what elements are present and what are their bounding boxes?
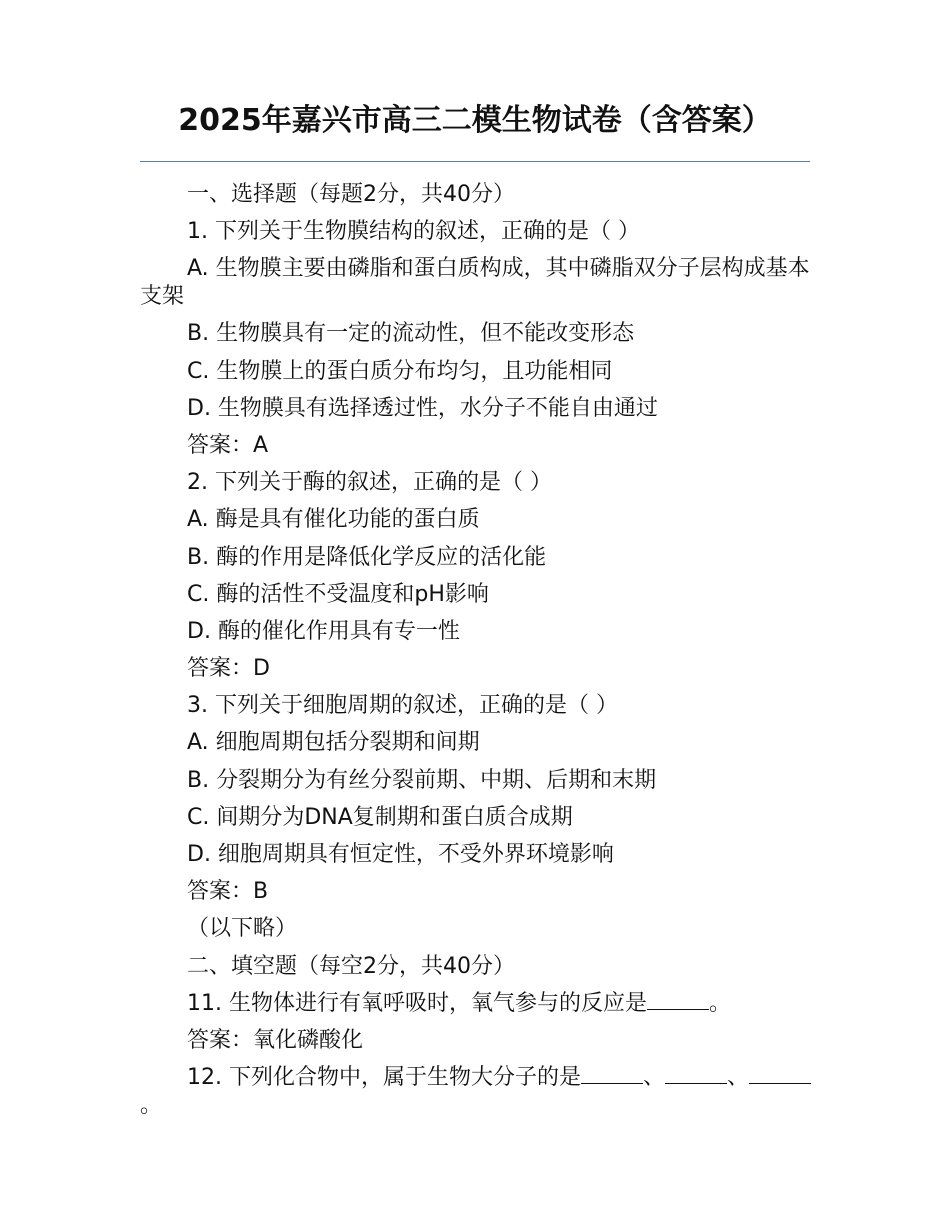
q3-option-a: A. 细胞周期包括分裂期和间期	[187, 730, 480, 756]
answer-blank	[665, 1065, 727, 1084]
q11-text: 11. 生物体进行有氧呼吸时，氧气参与的反应是	[187, 990, 647, 1016]
q3-answer: 答案：B	[187, 879, 269, 905]
page-title: 2025年嘉兴市高三二模生物试卷（含答案）	[178, 103, 772, 138]
question-2: 2. 下列关于酶的叙述，正确的是（ ）	[187, 470, 552, 496]
question-11	[140, 985, 820, 1022]
q1-option-d: D. 生物膜具有选择透过性，水分子不能自由通过	[187, 395, 658, 421]
q3-option-b: B. 分裂期分为有丝分裂前期、中期、后期和末期	[187, 767, 657, 793]
q2-option-c: C. 酶的活性不受温度和pH影响	[187, 581, 489, 607]
question-1: 1. 下列关于生物膜结构的叙述，正确的是（ ）	[187, 219, 640, 245]
question-3: 3. 下列关于细胞周期的叙述，正确的是（ ）	[187, 693, 618, 719]
q2-answer: 答案：D	[187, 656, 270, 682]
answer-blank	[581, 1065, 643, 1084]
q2-option-d: D. 酶的催化作用具有专一性	[187, 618, 460, 644]
q1-option-b: B. 生物膜具有一定的流动性，但不能改变形态	[187, 321, 635, 347]
q12-text: 12. 下列化合物中，属于生物大分子的是	[187, 1065, 581, 1091]
title-divider	[140, 161, 810, 162]
section-heading: 一、选择题（每题2分，共40分）	[187, 182, 515, 207]
q3-option-d: D. 细胞周期具有恒定性，不受外界环境影响	[187, 842, 614, 867]
q12-sep-2: 、	[727, 1065, 750, 1091]
q1-option-c: C. 生物膜上的蛋白质分布均匀，且功能相同	[187, 358, 613, 384]
q11-end: 。	[708, 990, 731, 1016]
q1-option-a: A. 生物膜主要由磷脂和蛋白质构成，其中磷脂双分子层构成基本支架	[140, 256, 810, 310]
question-12	[140, 1059, 820, 1124]
document-body	[140, 176, 820, 1124]
q1-answer: 答案：A	[187, 432, 269, 458]
q2-option-b: B. 酶的作用是降低化学反应的活化能	[187, 544, 547, 570]
q2-option-a: A. 酶是具有催化功能的蛋白质	[187, 507, 480, 533]
q3-option-c: C. 间期分为DNA复制期和蛋白质合成期	[187, 804, 573, 830]
q11-answer: 答案：氧化磷酸化	[187, 1027, 364, 1053]
omitted-note: （以下略）	[187, 916, 298, 942]
q12-sep-1: 、	[642, 1065, 665, 1091]
section-heading-2: 二、填空题（每空2分，共40分）	[187, 953, 515, 979]
answer-blank	[647, 991, 709, 1010]
q12-end: 。	[140, 1093, 163, 1119]
answer-blank	[749, 1065, 811, 1084]
